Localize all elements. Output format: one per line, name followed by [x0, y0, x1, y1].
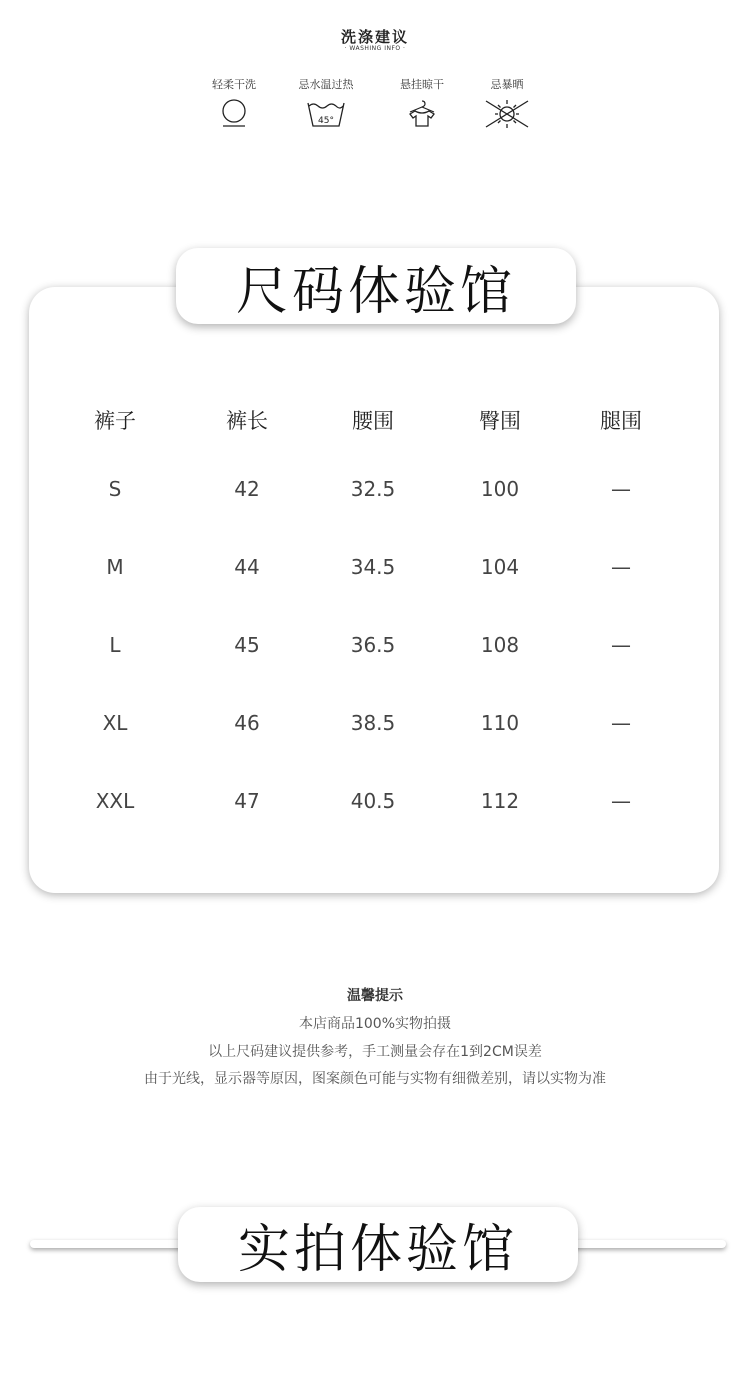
table-cell-length: 44 [234, 555, 260, 579]
washing-title: 洗涤建议 [340, 28, 409, 46]
notice-line: 由于光线，显示器等原因，图案颜色可能与实物有细微差别，请以实物为准 [144, 1071, 606, 1087]
table-cell-hip: 110 [480, 711, 520, 735]
table-cell-waist: 34.5 [350, 555, 396, 579]
notice-line: 以上尺码建议提供参考，手工测量会存在1到2CM误差 [208, 1044, 542, 1060]
table-cell-thigh: — [611, 711, 631, 735]
table-cell-size: S [108, 477, 122, 501]
notice-title: 温馨提示 [347, 988, 403, 1004]
wash-item-label: 忌暴晒 [490, 78, 524, 91]
notice-line: 本店商品100%实物拍摄 [298, 1016, 452, 1032]
table-cell-thigh: — [611, 555, 631, 579]
table-cell-length: 42 [234, 477, 260, 501]
table-cell-hip: 108 [480, 633, 520, 657]
table-cell-waist: 38.5 [350, 711, 396, 735]
table-cell-hip: 100 [480, 477, 520, 501]
table-cell-length: 45 [234, 633, 260, 657]
table-cell-thigh: — [611, 789, 631, 813]
size-section-title: 尺码体验馆 [176, 248, 576, 324]
table-cell-thigh: — [611, 633, 631, 657]
table-cell-size: M [106, 555, 124, 579]
table-cell-waist: 32.5 [350, 477, 396, 501]
washing-subtitle: · WASHING INFO · [344, 45, 406, 52]
table-cell-waist: 40.5 [350, 789, 396, 813]
table-header-size: 裤子 [94, 409, 136, 433]
wash-item-label: 悬挂晾干 [400, 78, 444, 91]
table-header-waist: 腰围 [352, 409, 394, 433]
table-cell-size: XL [102, 711, 128, 735]
table-header-hip: 臀围 [479, 409, 521, 433]
wash-temp-label: 45° [318, 116, 334, 126]
table-header-thigh: 腿围 [600, 409, 642, 433]
table-cell-thigh: — [611, 477, 631, 501]
table-cell-hip: 112 [480, 789, 520, 813]
wash-item-label: 轻柔干洗 [212, 78, 256, 91]
table-cell-length: 46 [234, 711, 260, 735]
table-cell-length: 47 [234, 789, 260, 813]
table-cell-hip: 104 [480, 555, 520, 579]
table-cell-size: L [109, 633, 121, 657]
photo-section-title: 实拍体验馆 [178, 1207, 578, 1282]
table-cell-waist: 36.5 [350, 633, 396, 657]
wash-item-label: 忌水温过热 [298, 78, 354, 91]
table-header-length: 裤长 [226, 409, 268, 433]
table-cell-size: XXL [95, 789, 135, 813]
